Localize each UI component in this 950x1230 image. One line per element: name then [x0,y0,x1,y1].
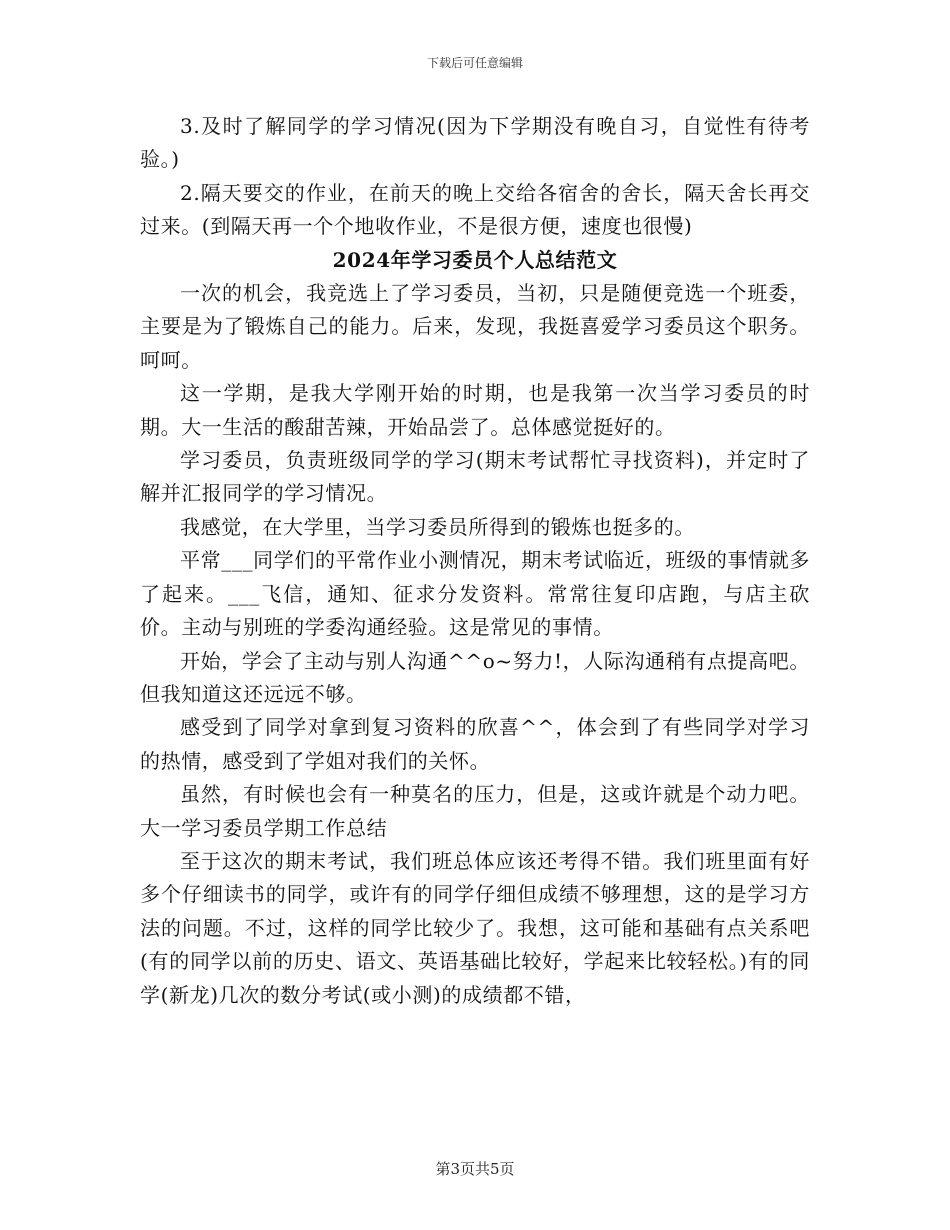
page-header: 下载后可任意编辑 [426,56,523,70]
paragraph: 虽然，有时候也会有一种莫名的压力，但是，这或许就是个动力吧。大一学习委员学期工作总结 [140,782,810,840]
paragraph: 开始，学会了主动与别人沟通^^o~努力!，人际沟通稍有点提高吧。但我知道这还远远不够。 [140,648,810,706]
paragraph: 学习委员，负责班级同学的学习(期末考试帮忙寻找资料)，并定时了解并汇报同学的学习情况。 [140,448,810,506]
paragraph: 这一学期，是我大学刚开始的时期，也是我第一次当学习委员的时期。大一生活的酸甜苦辣，开始品尝了。总体感觉挺好的。 [140,381,810,439]
paragraph: 一次的机会，我竞选上了学习委员，当初，只是随便竞选一个班委，主要是为了锻炼自己的能力。后来，发现，我挺喜爱学习委员这个职务。呵呵。 [140,281,810,372]
paragraph: 我感觉，在大学里，当学习委员所得到的锻炼也挺多的。 [180,514,695,539]
paragraph: 感受到了同学对拿到复习资料的欣喜^^，体会到了有些同学对学习的热情，感受到了学姐对我们的关怀。 [140,715,810,773]
document-body [140,110,810,1012]
intro-item-2: 2.隔天要交的作业，在前天的晚上交给各宿舍的舍长，隔天舍长再交过来。(到隔天再一个个地收作业，不是很方便，速度也很慢) [140,180,810,239]
paragraph: 平常___同学们的平常作业小测情况，期末考试临近，班级的事情就多了起来。___飞信，通知、征求分发资料。常常往复印店跑，与店主砍价。主动与别班的学委沟通经验。这是常见的事情。 [140,548,810,640]
intro-item-3: 3.及时了解同学的学习情况(因为下学期没有晚自习，自觉性有待考验。) [140,114,810,172]
paragraph: 至于这次的期末考试，我们班总体应该还考得不错。我们班里面有好多个仔细读书的同学，或许有的同学仔细但成绩不够理想，这的是学习方法的问题。不过，这样的同学比较少了。我想，这可能和基础有点关系吧(有的同学以前的历史、语文、英语基础比较好，学起来比较轻松。)有的同学(新龙)几次的数分考试(或小测)的成绩都不错， [140,848,810,1007]
page-footer: 第3页共5页 [435,1160,515,1178]
article-title: 2024年学习委员个人总结范文 [332,247,618,272]
